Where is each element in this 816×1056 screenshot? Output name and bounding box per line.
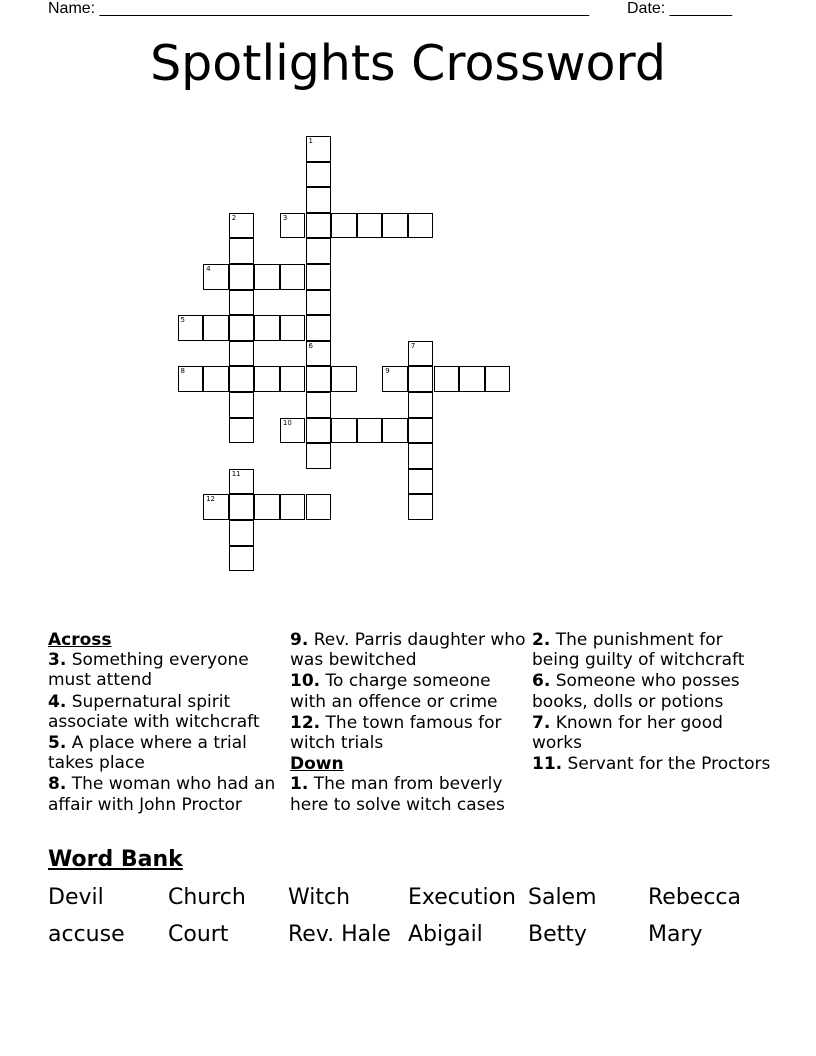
word-bank-item: Execution bbox=[408, 885, 516, 910]
clue-number: 9 bbox=[385, 367, 390, 376]
clue-number: 2 bbox=[231, 213, 237, 222]
clues-column-1 bbox=[48, 630, 288, 816]
grid-cell[interactable] bbox=[254, 366, 280, 392]
word-bank-item: Betty bbox=[528, 922, 587, 947]
grid-cell[interactable] bbox=[408, 418, 434, 444]
grid-cell[interactable] bbox=[331, 366, 357, 392]
grid-cell[interactable] bbox=[229, 392, 255, 418]
grid-cell[interactable] bbox=[306, 392, 332, 418]
grid-cell[interactable] bbox=[203, 315, 229, 341]
clue-number: 1 bbox=[308, 137, 313, 145]
clue-number: 10 bbox=[282, 418, 292, 427]
grid-cell[interactable] bbox=[229, 341, 255, 367]
grid-cell[interactable] bbox=[203, 264, 229, 290]
clue-down-11: 11. Servant for the Proctors bbox=[532, 754, 771, 775]
grid-cell[interactable] bbox=[280, 213, 306, 239]
grid-cell[interactable] bbox=[229, 213, 255, 239]
grid-cell[interactable] bbox=[382, 418, 408, 444]
grid-cell[interactable] bbox=[306, 443, 332, 469]
grid-cell[interactable] bbox=[229, 264, 255, 290]
clue-across-12: 12. The town famous for witch trials bbox=[290, 712, 502, 754]
grid-cell[interactable] bbox=[408, 494, 434, 520]
grid-cell[interactable] bbox=[485, 366, 511, 392]
clue-across-10: 10. To charge someone with an offence or crime bbox=[290, 671, 498, 712]
grid-cell[interactable] bbox=[408, 443, 434, 469]
grid-cell[interactable] bbox=[254, 494, 280, 520]
clue-number: 11 bbox=[231, 469, 241, 478]
word-bank-item: accuse bbox=[48, 922, 125, 947]
grid-cell[interactable] bbox=[203, 366, 229, 392]
across-heading: Across bbox=[48, 630, 112, 650]
grid-cell[interactable] bbox=[280, 494, 306, 520]
clue-number: 3 bbox=[282, 213, 288, 222]
grid-cell[interactable] bbox=[408, 213, 434, 239]
grid-cell[interactable] bbox=[306, 366, 332, 392]
word-bank-item: Abigail bbox=[408, 922, 483, 947]
grid-cell[interactable] bbox=[229, 290, 255, 316]
grid-cell[interactable] bbox=[306, 213, 332, 239]
grid-cell[interactable] bbox=[306, 315, 332, 341]
clue-number: 7 bbox=[410, 341, 416, 350]
grid-cell[interactable] bbox=[408, 366, 434, 392]
grid-cell[interactable] bbox=[254, 315, 280, 341]
page-title: Spotlights Crossword bbox=[150, 35, 666, 92]
grid-cell[interactable] bbox=[459, 366, 485, 392]
word-bank-item: Devil bbox=[48, 885, 104, 910]
clue-down-2: 2. The punishment for being guilty of witchcraft bbox=[532, 630, 745, 671]
grid-cell[interactable] bbox=[229, 520, 255, 546]
date-field-label: Date: _______ bbox=[627, 0, 732, 17]
clue-number: 4 bbox=[206, 265, 211, 273]
clue-number: 12 bbox=[206, 495, 216, 504]
grid-cell[interactable] bbox=[306, 290, 332, 316]
grid-cell[interactable] bbox=[280, 315, 306, 341]
grid-cell[interactable] bbox=[357, 418, 383, 444]
grid-cell[interactable] bbox=[254, 264, 280, 290]
grid-cell[interactable] bbox=[331, 418, 357, 444]
grid-cell[interactable] bbox=[382, 366, 408, 392]
word-bank-item: Rebecca bbox=[648, 885, 742, 910]
clue-number: 6 bbox=[308, 341, 313, 350]
grid-cell[interactable] bbox=[408, 392, 434, 418]
clue-across-5: 5. A place where a trial takes place bbox=[48, 733, 247, 774]
grid-cell[interactable] bbox=[306, 162, 332, 188]
clue-down-7: 7. Known for her good works bbox=[532, 712, 723, 754]
clue-across-9: 9. Rev. Parris daughter who was bewitched bbox=[290, 630, 526, 671]
word-bank-item: Court bbox=[168, 922, 229, 947]
grid-cell[interactable] bbox=[229, 494, 255, 520]
grid-cell[interactable] bbox=[280, 366, 306, 392]
clue-down-1: 1. The man from beverly here to solve witch cases bbox=[290, 774, 505, 815]
clue-down-6: 6. Someone who posses books, dolls or potions bbox=[532, 671, 740, 712]
word-bank-item: Rev. Hale bbox=[288, 922, 391, 947]
grid-cell[interactable] bbox=[178, 315, 204, 341]
grid-cell[interactable] bbox=[408, 469, 434, 495]
grid-cell[interactable] bbox=[306, 187, 332, 213]
grid-cell[interactable] bbox=[306, 264, 332, 290]
grid-cell[interactable] bbox=[434, 366, 460, 392]
clue-number: 8 bbox=[180, 367, 185, 376]
grid-cell[interactable] bbox=[408, 341, 434, 367]
down-heading: Down bbox=[290, 754, 344, 775]
word-bank-item: Mary bbox=[648, 922, 703, 947]
clue-across-4: 4. Supernatural spirit associate with witchcraft bbox=[48, 691, 260, 732]
clue-number: 5 bbox=[180, 316, 185, 325]
grid-cell[interactable] bbox=[203, 494, 229, 520]
grid-cell[interactable] bbox=[229, 546, 255, 572]
grid-cell[interactable] bbox=[306, 238, 332, 264]
grid-cell[interactable] bbox=[306, 136, 332, 162]
grid-cell[interactable] bbox=[178, 366, 204, 392]
grid-cell[interactable] bbox=[229, 238, 255, 264]
grid-cell[interactable] bbox=[280, 264, 306, 290]
grid-cell[interactable] bbox=[382, 213, 408, 239]
word-bank-item: Witch bbox=[288, 885, 351, 910]
clues-column-2 bbox=[290, 630, 530, 816]
grid-cell[interactable] bbox=[229, 366, 255, 392]
grid-cell[interactable] bbox=[229, 315, 255, 341]
grid-cell[interactable] bbox=[357, 213, 383, 239]
grid-cell[interactable] bbox=[306, 418, 332, 444]
grid-cell[interactable] bbox=[229, 469, 255, 495]
word-bank-item: Church bbox=[168, 885, 246, 910]
clue-across-3: 3. Something everyone must attend bbox=[48, 650, 249, 691]
name-field-label: Name: _______________________________________________________ bbox=[48, 0, 589, 17]
clue-across-8: 8. The woman who had an affair with John Proctor bbox=[48, 774, 276, 815]
grid-cell[interactable] bbox=[306, 494, 332, 520]
grid-cell[interactable] bbox=[331, 213, 357, 239]
grid-cell[interactable] bbox=[229, 418, 255, 444]
grid-cell[interactable] bbox=[280, 418, 306, 444]
grid-cell[interactable] bbox=[306, 341, 332, 367]
word-bank-item: Salem bbox=[528, 885, 597, 910]
clues-column-3 bbox=[532, 630, 772, 775]
word-bank-title: Word Bank bbox=[48, 847, 183, 872]
